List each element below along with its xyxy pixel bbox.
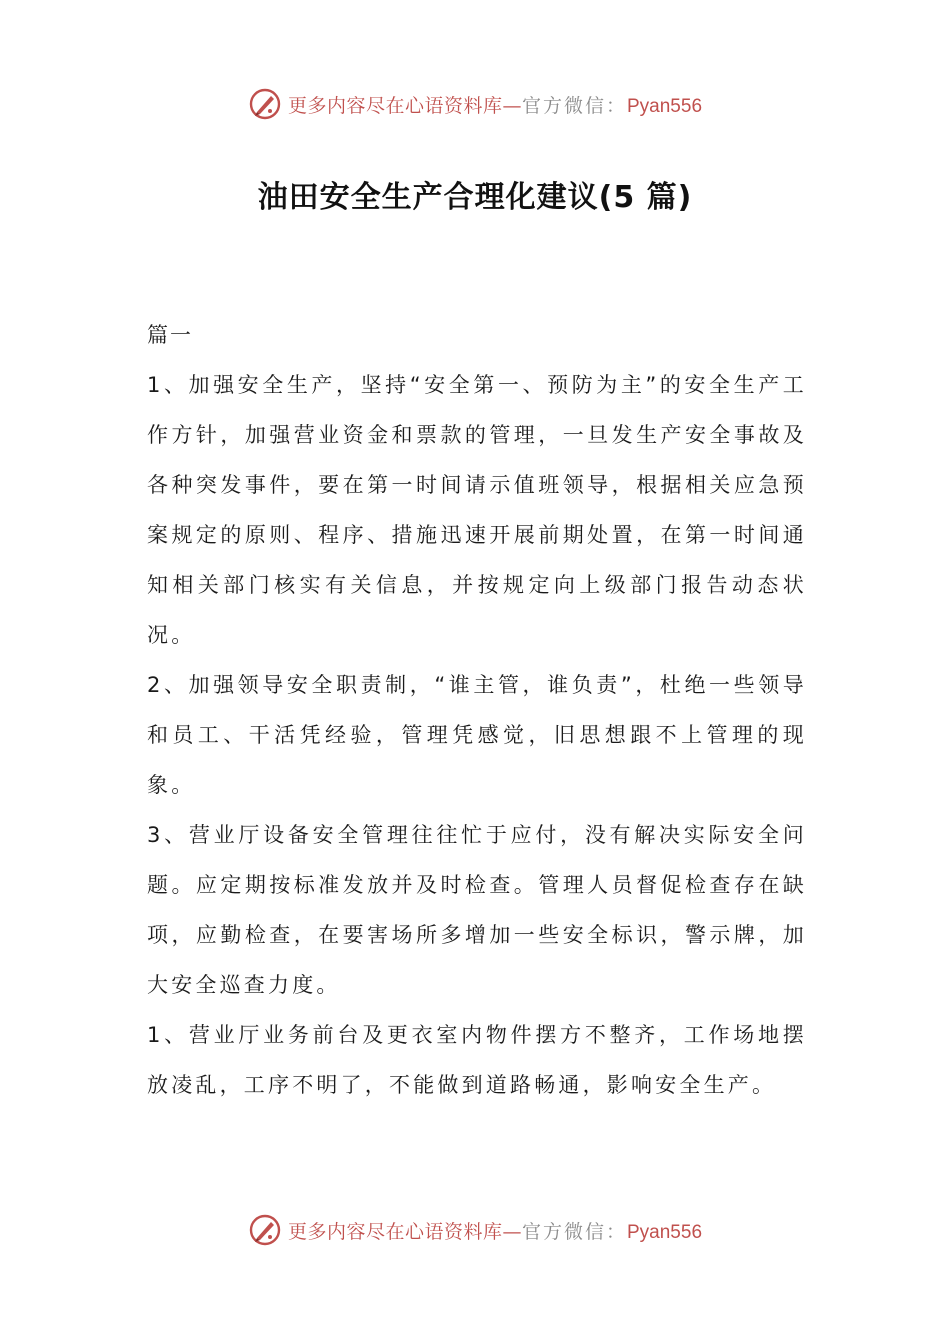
paragraph-1: 1、加强安全生产，坚持“安全第一、预防为主”的安全生产工作方针，加强营业资金和票款的管理，一旦发生产安全事故及各种突发事件，要在第一时间请示值班领导，根据相关应急预案规定的原则、程序、措施迅速开展前期处置，在第一时间通知相关部门核实有关信息，并按规定向上级部门报告动态状况。: [147, 373, 807, 647]
banner-wechat-handle: Pyan556: [627, 1221, 703, 1243]
pen-logo-icon: [248, 87, 282, 121]
pen-logo-icon: [248, 1213, 282, 1247]
banner-main-text: 更多内容尽在心语资料库: [287, 94, 503, 117]
banner-wechat-handle: Pyan556: [627, 95, 703, 117]
footer-banner: [0, 1208, 950, 1252]
banner-text: [288, 91, 702, 118]
banner-wechat-label: 官方微信：: [521, 1220, 627, 1243]
paragraph-4: 1、营业厅业务前台及更衣室内物件摆方不整齐，工作场地摆放凌乱，工序不明了，不能做到道路畅通，影响安全生产。: [147, 1023, 807, 1097]
banner-dash: —: [502, 1220, 522, 1243]
paragraph-2: 2、加强领导安全职责制，“谁主管，谁负责”，杜绝一些领导和员工、干活凭经验，管理凭感觉，旧思想跟不上管理的现象。: [147, 673, 807, 797]
banner-wechat-label: 官方微信：: [521, 94, 627, 117]
banner-dash: —: [502, 94, 522, 117]
banner-main-text: 更多内容尽在心语资料库: [287, 1220, 503, 1243]
header-banner: [0, 82, 950, 126]
banner-text: [288, 1217, 702, 1244]
document-body: [147, 310, 807, 1110]
section-label: 篇一: [147, 323, 193, 347]
document-title: 油田安全生产合理化建议(5 篇): [257, 180, 693, 215]
paragraph-3: 3、营业厅设备安全管理往往忙于应付，没有解决实际安全问题。应定期按标准发放并及时检查。管理人员督促检查存在缺项，应勤检查，在要害场所多增加一些安全标识，警示牌，加大安全巡查力度。: [147, 823, 807, 997]
